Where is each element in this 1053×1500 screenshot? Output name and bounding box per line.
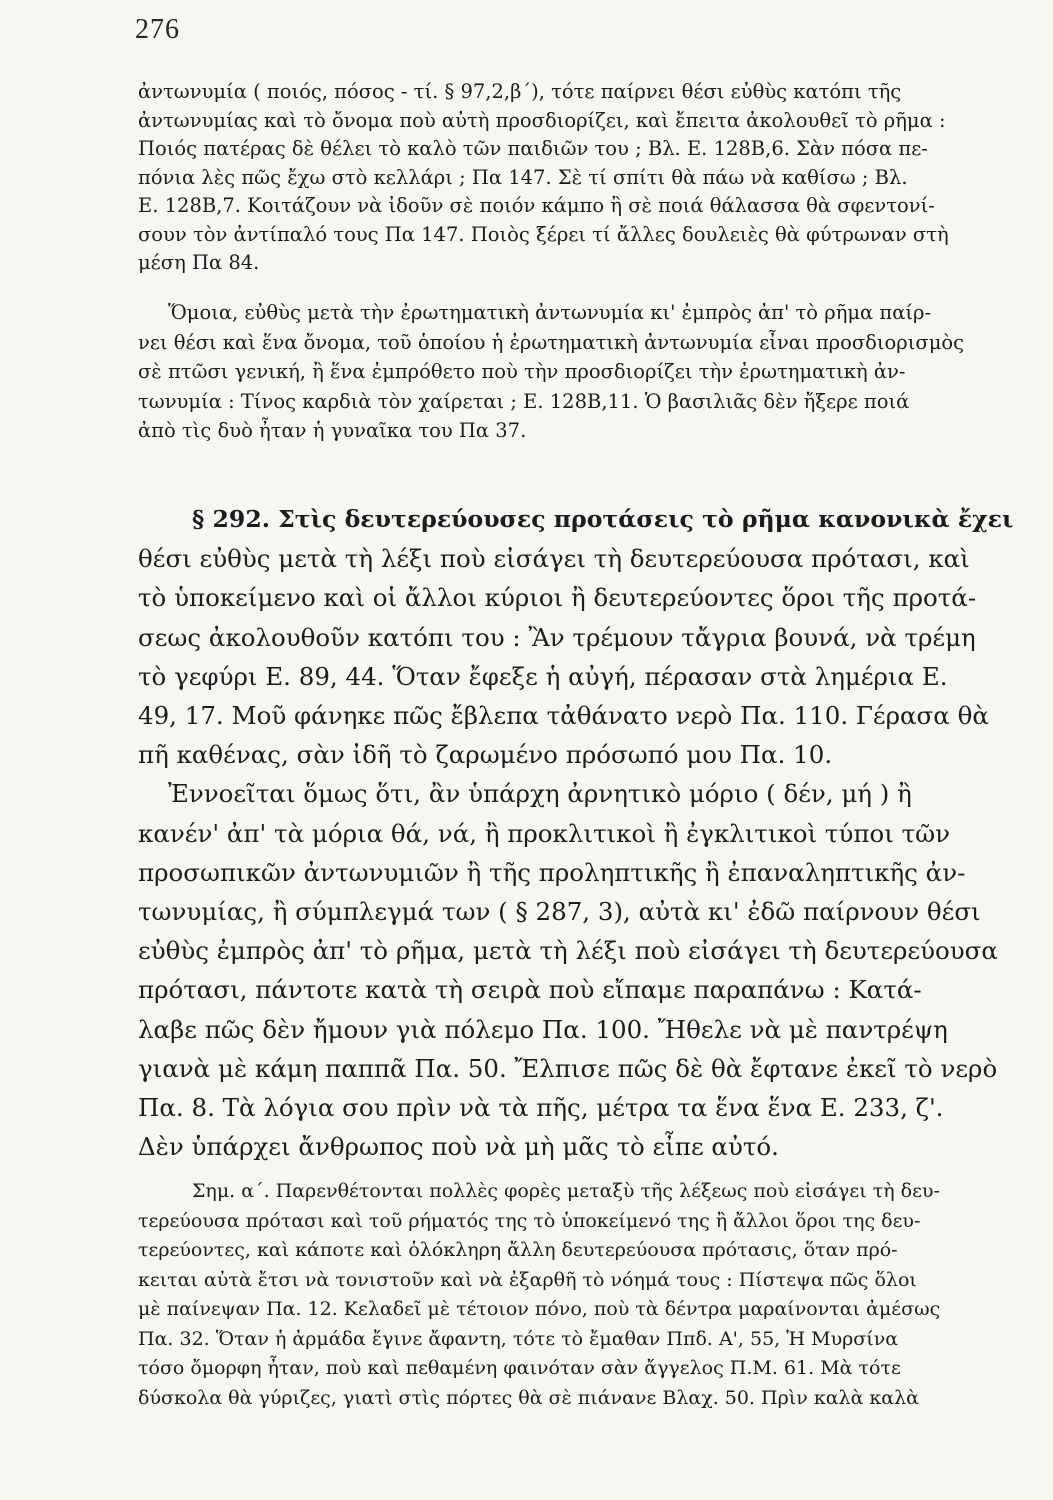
text-line: σουν τὸν ἀντίπαλό τους Πα 147. Ποιὸς ξέρει τί ἄλλες δουλειὲς θὰ φύτρωναν στὴ (138, 222, 949, 246)
text-line: Δὲν ὑπάρχει ἄνθρωπος ποὺ νὰ μὴ μᾶς τὸ εἶπε αὐτό. (138, 1132, 779, 1162)
text-line: τόσο ὄμορφη ἦταν, ποὺ καὶ πεθαμένη φαινόταν σὰν ἄγγελος Π.Μ. 61. Μὰ τότε (138, 1357, 901, 1379)
text-line: Πα. 8. Τὰ λόγια σου πρὶν νὰ τὰ πῆς, μέτρα τα ἕνα ἕνα Ε. 233, ζ'. (138, 1093, 944, 1123)
text-line: δύσκολα θὰ γύριζες, γιατὶ στὶς πόρτες θὰ σὲ πιάνανε Βλαχ. 50. Πρὶν καλὰ καλὰ (138, 1386, 920, 1409)
text-line: εὐθὺς ἐμπρὸς ἀπ' τὸ ρῆμα, μετὰ τὴ λέξι ποὺ εἰσάγει τὴ δευτερεύουσα (138, 936, 998, 966)
text-line: προσωπικῶν ἀντωνυμιῶν ἢ τῆς προληπτικῆς ἢ ἐπαναληπτικῆς ἀν- (138, 857, 966, 887)
paragraph-similarly (138, 298, 1018, 446)
text-line: πῆ καθένας, σὰν ἰδῆ τὸ ζαρωμένο πρόσωπό μου Πα. 10. (138, 740, 833, 770)
text-line: ἀντωνυμίας καὶ τὸ ὄνομα ποὺ αὐτὴ προσδιορίζει, καὶ ἔπειτα ἀκολουθεῖ τὸ ρῆμα : (138, 108, 946, 132)
text-line: Ε. 128Β,7. Κοιτάζουν νὰ ἰδοῦν σὲ ποιόν κάμπο ἢ σὲ ποιά θάλασσα θὰ σφεντονί- (138, 194, 935, 217)
text-line: γιανὰ μὲ κάμη παππᾶ Πα. 50. Ἔλπισε πῶς δὲ θὰ ἔφτανε ἐκεῖ τὸ νερὸ (138, 1053, 998, 1083)
text-line: σεως ἀκολουθοῦν κατόπι του : Ἂν τρέμουν τἄγρια βουνά, νὰ τρέμη (138, 622, 976, 652)
text-line: μέση Πα 84. (138, 251, 260, 274)
note-alpha (138, 1177, 1018, 1413)
section-292 (138, 500, 1018, 1166)
text-line: τερεύουσα πρότασι καὶ τοῦ ρήματός της τὸ ὑποκείμενό της ἢ ἄλλοι ὅροι της δευ- (138, 1209, 921, 1232)
text-line: τὸ ὑποκείμενο καὶ οἱ ἄλλοι κύριοι ἢ δευτερεύοντες ὅροι τῆς προτά- (138, 583, 977, 613)
text-line: Ἐννοεῖται ὅμως ὅτι, ἂν ὑπάρχη ἀρνητικὸ μόριο ( δέν, μή ) ἢ (168, 779, 912, 809)
text-line: Ποιός πατέρας δὲ θέλει τὸ καλὸ τῶν παιδιῶν του ; Βλ. Ε. 128Β,6. Σὰν πόσα πε- (138, 137, 928, 160)
text-line: σὲ πτῶσι γενική, ἢ ἕνα ἐμπρόθετο ποὺ τὴν προσδιορίζει τὴν ἐρωτηματικὴ ἀν- (138, 360, 906, 383)
section-heading-line: § 292. Στὶς δευτερεύουσες προτάσεις τὸ ρῆμα κανονικὰ ἔχει (192, 505, 1014, 533)
text-line: νει θέσι καὶ ἕνα ὄνομα, τοῦ ὁποίου ἡ ἐρωτηματικὴ ἀντωνυμία εἶναι προσδιορισμὸς (138, 330, 965, 354)
paragraph-interrogative-pronoun (138, 78, 1018, 278)
text-line: κανέν' ἀπ' τὰ μόρια θά, νά, ἢ προκλιτικοὶ ἢ ἐγκλιτικοὶ τύποι τῶν (138, 818, 951, 848)
page-number: 276 (135, 14, 180, 45)
text-line: ἀπὸ τὶς δυὸ ἦταν ἡ γυναῖκα του Πα 37. (138, 419, 527, 442)
text-line: τὸ γεφύρι Ε. 89, 44. Ὅταν ἔφεξε ἡ αὐγή, πέρασαν στὰ λημέρια Ε. (138, 661, 948, 691)
text-line: Πα. 32. Ὅταν ἡ ἀρμάδα ἔγινε ἄφαντη, τότε τὸ ἔμαθαν Ππδ. Α', 55, Ἡ Μυρσίνα (138, 1327, 899, 1350)
text-line: τωνυμία : Τίνος καρδιὰ τὸν χαίρεται ; Ε. 128Β,11. Ὁ βασιλιᾶς δὲν ἤξερε ποιά (138, 389, 910, 413)
text-line: 49, 17. Μοῦ φάνηκε πῶς ἔβλεπα τἀθάνατο νερὸ Πα. 110. Γέρασα θὰ (138, 701, 989, 731)
text-line: λαβε πῶς δὲν ἤμουν γιὰ πόλεμο Πα. 100. Ἤθελε νὰ μὲ παντρέψη (138, 1014, 948, 1044)
text-line: μὲ παίνεψαν Πα. 12. Κελαδεῖ μὲ τέτοιον πόνο, ποὺ τὰ δέντρα μαραίνονται ἀμέσως (138, 1298, 941, 1320)
text-line: τερεύοντες, καὶ κάποτε καὶ ὁλόκληρη ἄλλη δευτερεύουσα πρότασις, ὅταν πρό- (138, 1239, 898, 1261)
text-line: θέσι εὐθὺς μετὰ τὴ λέξι ποὺ εἰσάγει τὴ δευτερεύουσα πρότασι, καὶ (138, 544, 970, 574)
text-line: κειται αὐτὰ ἔτσι νὰ τονιστοῦν καὶ νὰ ἐξαρθῆ τὸ νόημά τους : Πίστεψα πῶς ὅλοι (138, 1268, 917, 1291)
text-line: Ὅμοια, εὐθὺς μετὰ τὴν ἐρωτηματικὴ ἀντωνυμία κι' ἐμπρὸς ἀπ' τὸ ρῆμα παίρ- (168, 301, 932, 324)
text-line: πρότασι, πάντοτε κατὰ τὴ σειρὰ ποὺ εἴπαμε παραπάνω : Κατά- (138, 975, 922, 1005)
text-line: ἀντωνυμία ( ποιός, πόσος - τί. § 97,2,β΄), τότε παίρνει θέσι εὐθὺς κατόπι τῆς (138, 80, 902, 103)
text-line: Σημ. α΄. Παρενθέτονται πολλὲς φορὲς μεταξὺ τῆς λέξεως ποὺ εἰσάγει τὴ δευ- (192, 1180, 940, 1202)
text-line: τωνυμίας, ἢ σύμπλεγμά των ( § 287, 3), αὐτὰ κι' ἐδῶ παίρνουν θέσι (138, 897, 981, 927)
text-line: πόνια λὲς πῶς ἔχω στὸ κελλάρι ; Πα 147. Σὲ τί σπίτι θὰ πάω νὰ καθίσω ; Βλ. (138, 165, 908, 189)
